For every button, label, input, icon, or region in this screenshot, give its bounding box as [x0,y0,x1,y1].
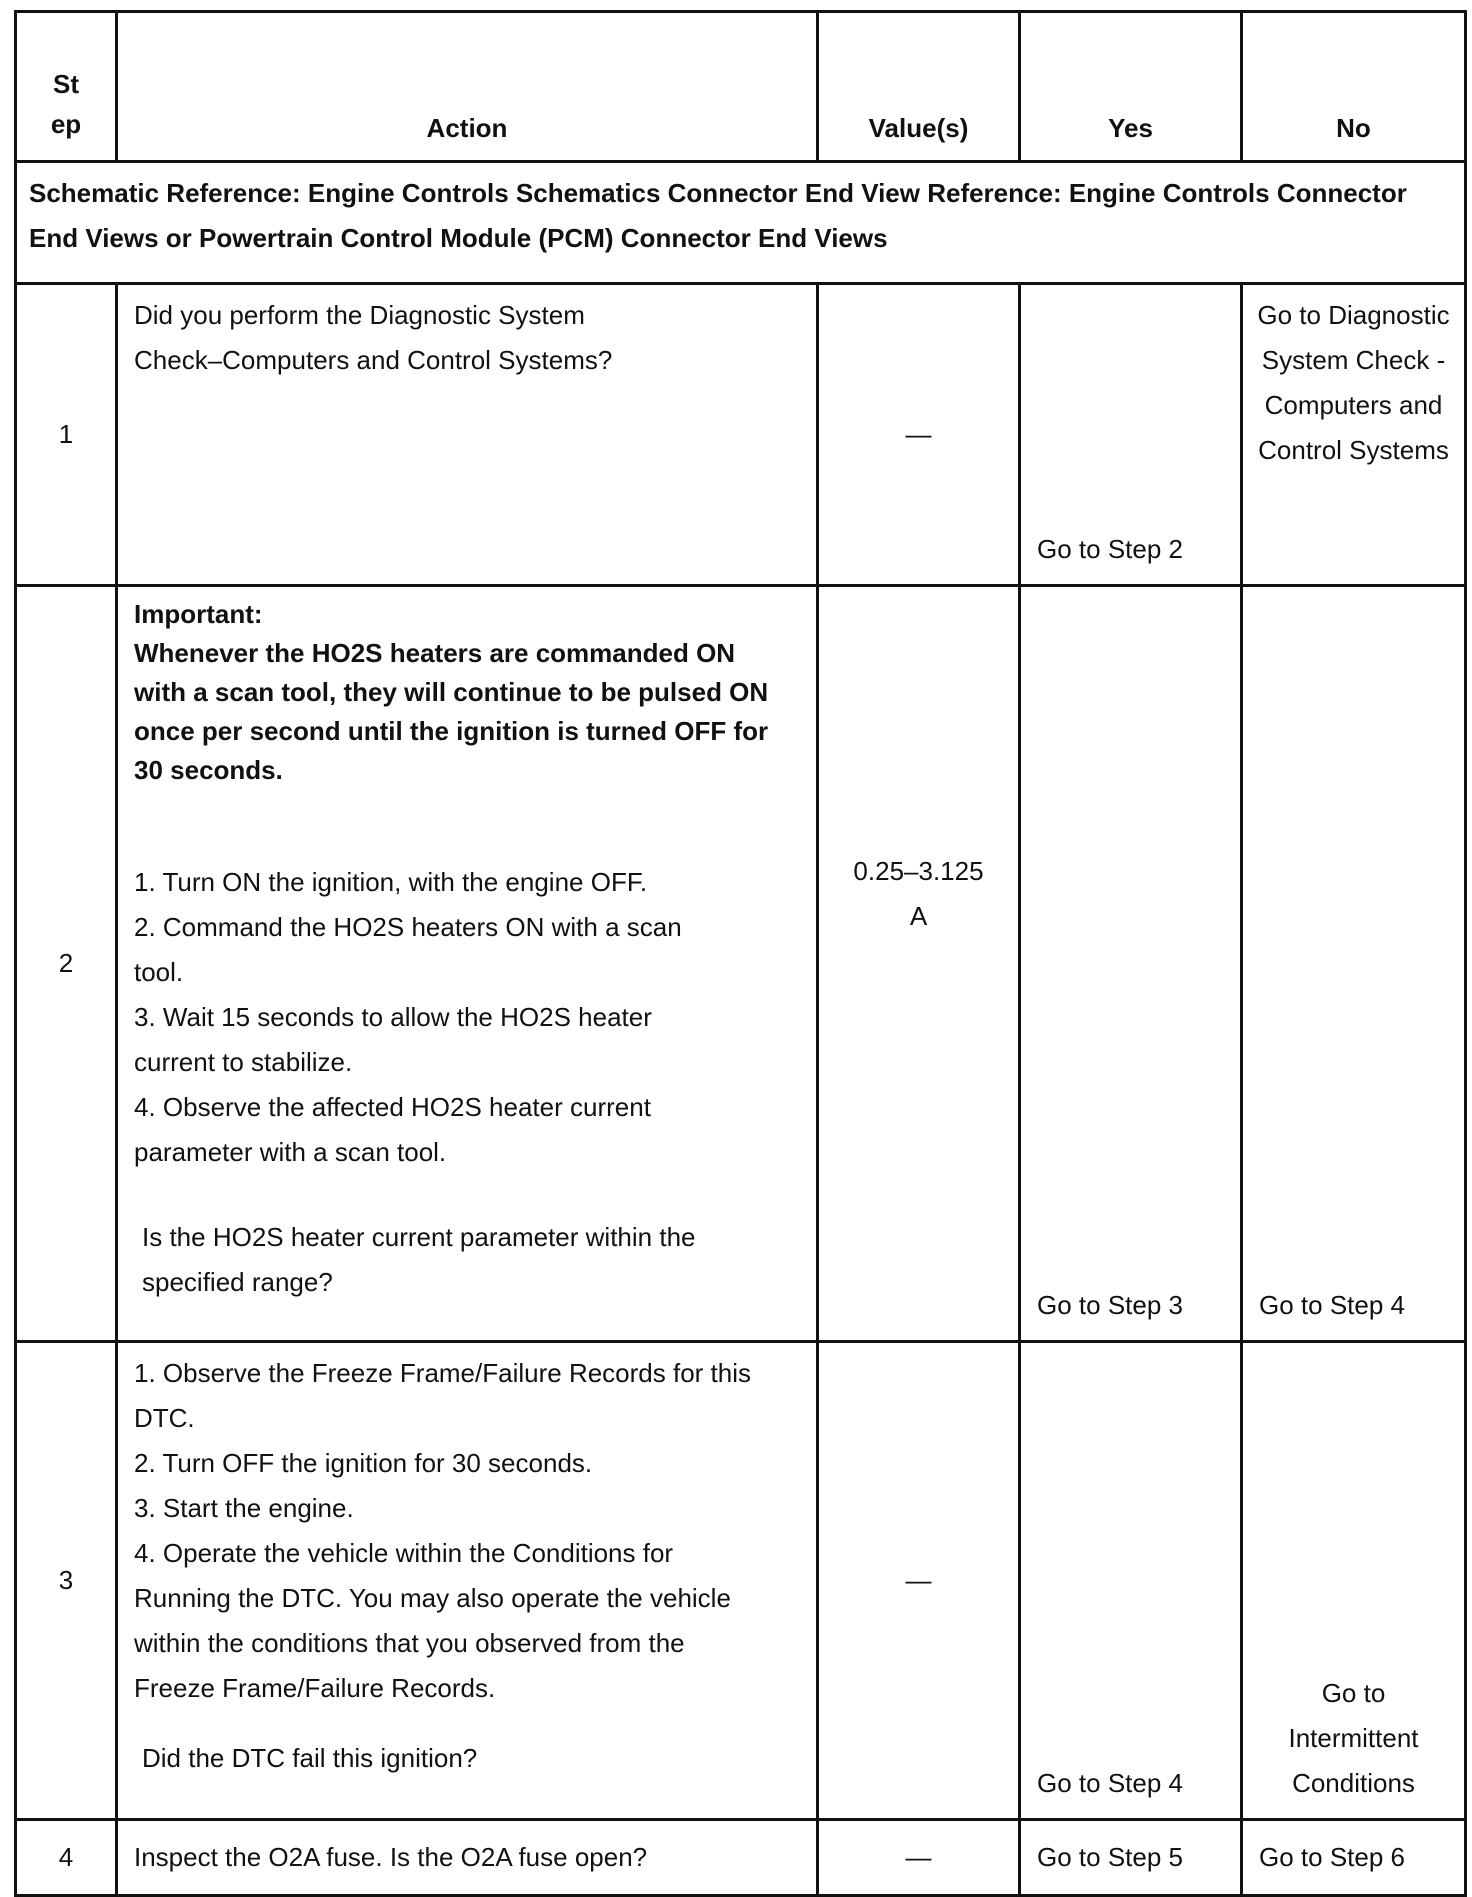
important-text: Whenever the HO2S heaters are commanded ON with a scan tool, they will continue to be pulsed ON once per second until the ignition is turned OFF for 30 seconds. [134,638,769,785]
step-value [818,586,1020,1342]
schematic-reference: Schematic Reference: Engine Controls Schematics Connector End View Reference: Engine Controls Connector End Views or Powertrain Control Module (PCM) Connector End Views [16,162,1466,284]
step-action [117,586,818,1342]
header-no: No [1242,12,1466,162]
step-number: 1 [16,284,117,586]
step-row-1 [16,284,1466,586]
list-item: 3. Wait 15 seconds to allow the HO2S heater current to stabilize. [134,1002,652,1077]
header-values: Value(s) [818,12,1020,162]
list-item: 1. Observe the Freeze Frame/Failure Records for this DTC. [134,1358,752,1433]
list-item: 2. Turn OFF the ignition for 30 seconds. [134,1448,593,1478]
important-label: Important: [134,599,263,629]
list-item: 2. Command the HO2S heaters ON with a scan tool. [134,912,682,987]
step-no [1242,1342,1466,1820]
step-row-3 [16,1342,1466,1820]
step-row-2 [16,586,1466,1342]
header-step [16,12,117,162]
step-no [1242,284,1466,586]
step-action [117,1342,818,1820]
step-value: — [818,1820,1020,1896]
step-yes: Go to Step 2 [1020,284,1242,586]
list-item: 1. Turn ON the ignition, with the engine OFF. [134,867,648,897]
step-yes: Go to Step 5 [1020,1820,1242,1896]
header-step-label: St ep [50,69,82,139]
step-yes: Go to Step 3 [1020,586,1242,1342]
list-item: 4. Observe the affected HO2S heater current parameter with a scan tool. [134,1092,651,1167]
header-action: Action [117,12,818,162]
step-question: Did the DTC fail this ignition? [142,1743,478,1773]
step-value: — [818,284,1020,586]
header-yes: Yes [1020,12,1242,162]
list-item: 3. Start the engine. [134,1493,354,1523]
step-value: — [818,1342,1020,1820]
step-number: 3 [16,1342,117,1820]
list-item: 4. Operate the vehicle within the Conditions for Running the DTC. You may also operate the vehicle within the conditions that you observed from the Freeze Frame/Failure Records. [134,1538,731,1703]
reference-row [16,162,1466,284]
step-no: Go to Step 4 [1242,586,1466,1342]
step-value-text: 0.25–3.125 A [853,856,984,931]
step-action: Inspect the O2A fuse. Is the O2A fuse open? [117,1820,818,1896]
step-no-text: Go to Intermittent Conditions [1288,1678,1419,1798]
step-no: Go to Step 6 [1242,1820,1466,1896]
step-question: Is the HO2S heater current parameter within the specified range? [142,1222,696,1297]
step-action [117,284,818,586]
step-row-4 [16,1820,1466,1896]
step-number: 4 [16,1820,117,1896]
step-action-text: Did you perform the Diagnostic System Check–Computers and Control Systems? [134,300,613,375]
header-row [16,12,1466,162]
step-yes: Go to Step 4 [1020,1342,1242,1820]
step-number: 2 [16,586,117,1342]
step-no-text: Go to Diagnostic System Check - Computers and Control Systems [1257,300,1450,465]
diagnostic-table [14,10,1467,1897]
